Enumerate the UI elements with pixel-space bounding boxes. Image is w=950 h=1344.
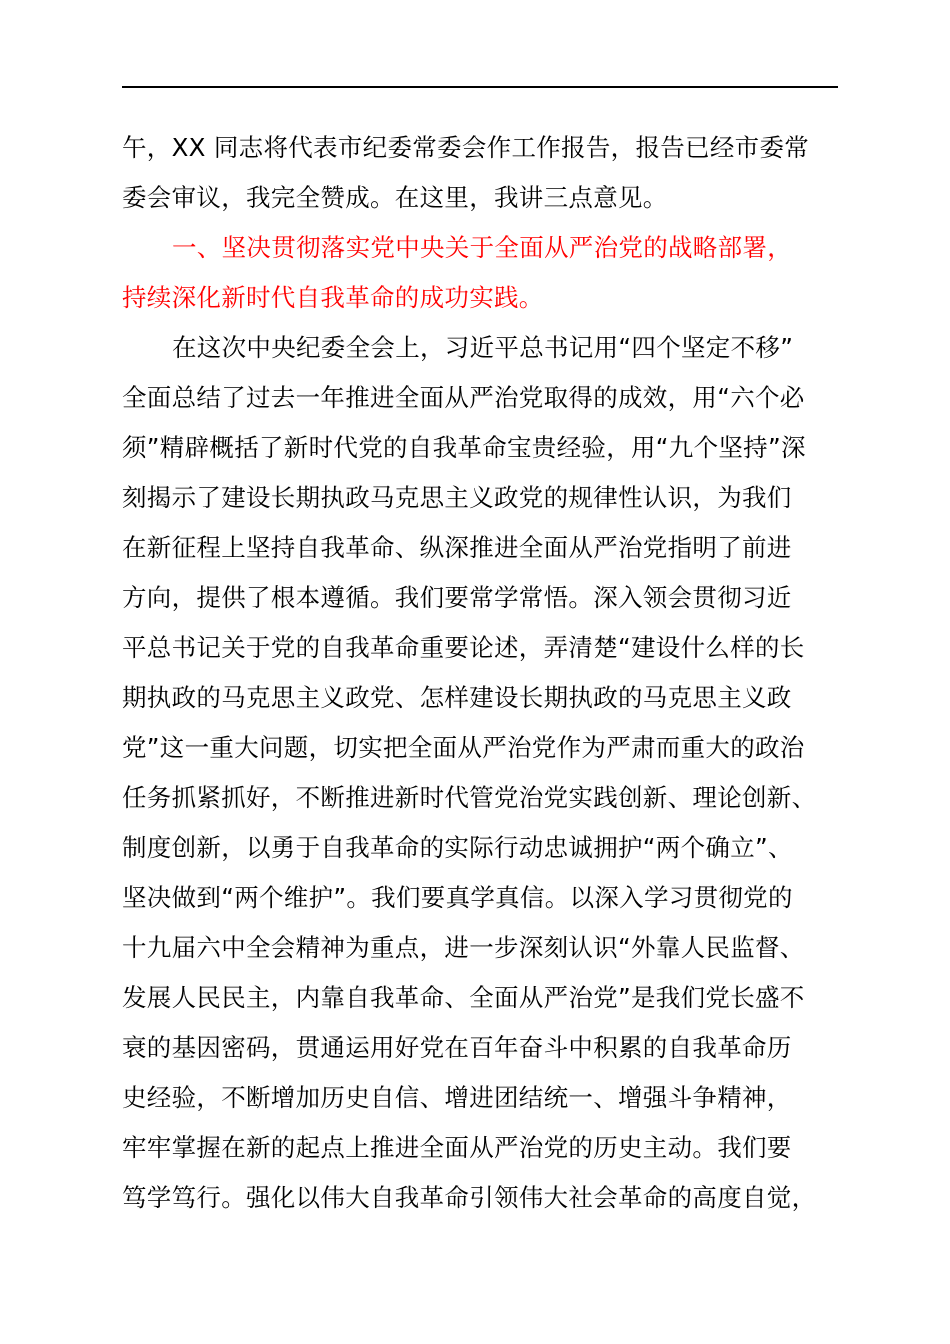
paragraph-line: 午，XX 同志将代表市纪委常委会作工作报告，报告已经市委常: [122, 133, 810, 162]
paragraph-line: 平总书记关于党的自我革命重要论述，弄清楚“建设什么样的长: [122, 633, 805, 662]
paragraph-line: 党”这一重大问题，切实把全面从严治党作为严肃而重大的政治: [122, 733, 805, 762]
paragraph-line: 方向，提供了根本遵循。我们要常学常悟。深入领会贯彻习近: [122, 583, 792, 612]
paragraph-line: 期执政的马克思主义政党、怎样建设长期执政的马克思主义政: [122, 683, 792, 712]
header-rule: [122, 86, 838, 88]
paragraph-line: 委会审议，我完全赞成。在这里，我讲三点意见。: [122, 183, 668, 212]
section-heading-line: 持续深化新时代自我革命的成功实践。: [122, 283, 544, 312]
paragraph-line: 牢牢掌握在新的起点上推进全面从严治党的历史主动。我们要: [122, 1133, 792, 1162]
paragraph-line: 全面总结了过去一年推进全面从严治党取得的成效，用“六个必: [122, 383, 805, 412]
paragraph-line: 须”精辟概括了新时代党的自我革命宝贵经验，用“九个坚持”深: [122, 433, 806, 462]
paragraph-line: 坚决做到“两个维护”。我们要真学真信。以深入学习贯彻党的: [122, 883, 793, 912]
paragraph-line: 史经验，不断增加历史自信、增进团结统一、增强斗争精神，: [122, 1083, 792, 1112]
section-heading-line: 一、坚决贯彻落实党中央关于全面从严治党的战略部署，: [172, 233, 792, 262]
paragraph-line: 笃学笃行。强化以伟大自我革命引领伟大社会革命的高度自觉，: [122, 1183, 817, 1212]
paragraph-line: 十九届六中全会精神为重点，进一步深刻认识“外靠人民监督、: [122, 933, 805, 962]
paragraph-line: 在新征程上坚持自我革命、纵深推进全面从严治党指明了前进: [122, 533, 792, 562]
paragraph-line: 在这次中央纪委全会上，习近平总书记用“四个坚定不移”: [172, 333, 794, 362]
paragraph-line: 衰的基因密码，贯通运用好党在百年奋斗中积累的自我革命历: [122, 1033, 792, 1062]
paragraph-line: 任务抓紧抓好，不断推进新时代管党治党实践创新、理论创新、: [122, 783, 817, 812]
paragraph-line: 发展人民民主，内靠自我革命、全面从严治党”是我们党长盛不: [122, 983, 805, 1012]
paragraph-line: 制度创新，以勇于自我革命的实际行动忠诚拥护“两个确立”、: [122, 833, 793, 862]
paragraph-line: 刻揭示了建设长期执政马克思主义政党的规律性认识，为我们: [122, 483, 792, 512]
